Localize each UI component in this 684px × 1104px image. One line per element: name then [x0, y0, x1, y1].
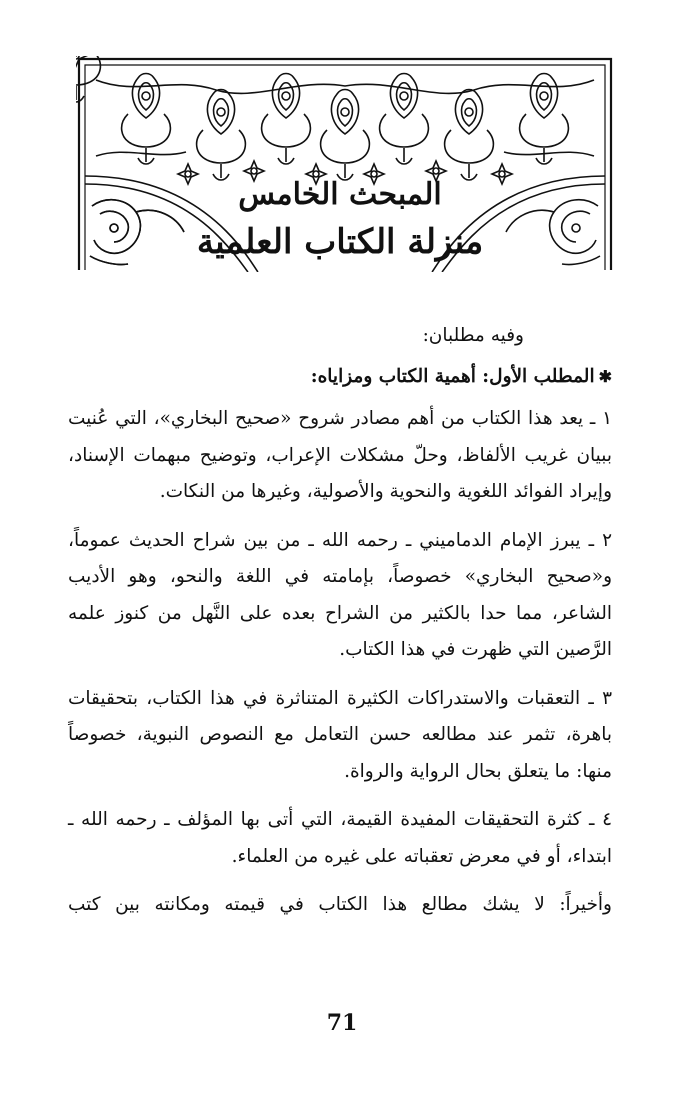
chapter-title: المبحث الخامس: [238, 177, 442, 212]
star-bullet-icon: ✱: [598, 366, 612, 386]
paragraph-2: ٢ ـ يبرز الإمام الدماميني ـ رحمه الله ـ من بين شراح الحديث عموماً، و«صحيح البخاري» خصوصاً، بإمامته في اللغة والنحو، وهو الأديب الشاعر، مما حدا بالكثير من الشراح بعده على النَّهل من كنوز علمه الرَّصين التي ظهرت في هذا الكتاب.: [68, 529, 612, 660]
body-text: [68, 318, 612, 924]
paragraph-4: ٤ ـ كثرة التحقيقات المفيدة القيمة، التي أتى بها المؤلف ـ رحمه الله ـ ابتداء، أو في معرض تعقباته على غيره من العلماء.: [68, 809, 612, 867]
section-heading: [68, 359, 612, 396]
intro-line: وفيه مطلبان:: [422, 325, 524, 346]
chapter-subtitle: منزلة الكتاب العلمية: [196, 222, 484, 262]
page-number: 71: [326, 1010, 358, 1036]
paragraph-1: ١ ـ يعد هذا الكتاب من أهم مصادر شروح «صحيح البخاري»، التي عُنيت ببيان غريب الألفاظ، وحلّ مشكلات الإعراب، وتوضيح مبهمات الإسناد، وإيراد الفوائد اللغوية والنحوية والأصولية، وغيرها من النكات.: [68, 408, 612, 502]
section-heading-text: المطلب الأول: أهمية الكتاب ومزاياه:: [310, 365, 595, 387]
paragraph-3: ٣ ـ التعقبات والاستدراكات الكثيرة المتناثرة في هذا الكتاب، بتحقيقات باهرة، تثمر عند مطالعه حسن التعامل مع النصوص النبوية، خصوصاً منها: ما يتعلق بحال الرواية والرواة.: [68, 687, 612, 782]
closing-line: وأخيراً: لا يشك مطالع هذا الكتاب في قيمته ومكانته بين كتب: [68, 894, 612, 915]
chapter-titles: [150, 175, 530, 265]
